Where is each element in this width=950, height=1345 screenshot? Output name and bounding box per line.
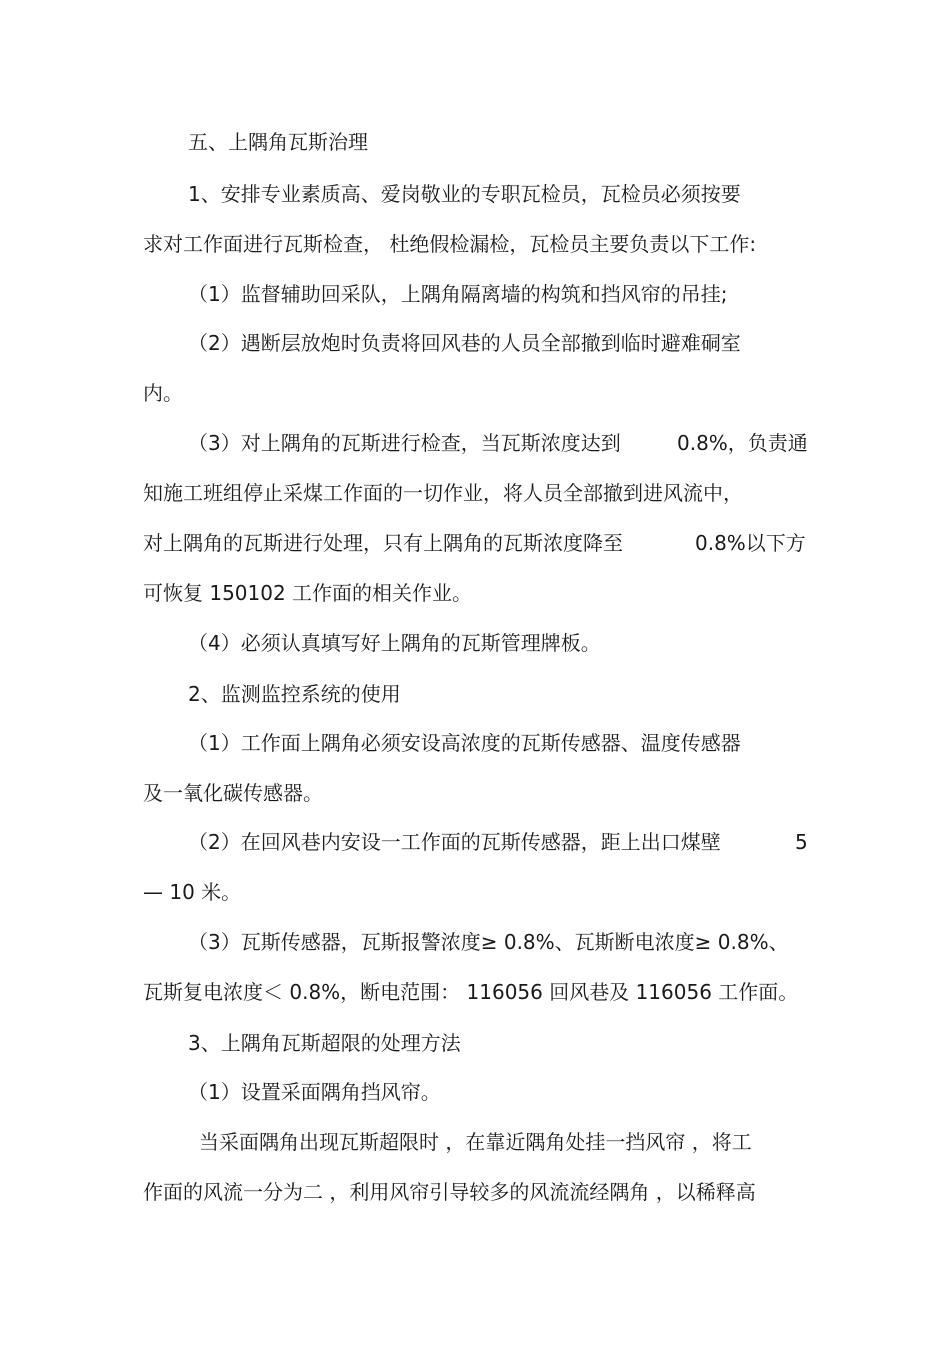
item2-sub2-line1b: 5 bbox=[795, 830, 808, 854]
item1-sub3-line4: 可恢复 150102 工作面的相关作业。 bbox=[143, 581, 473, 605]
item2-sub2-line2: — 10 米。 bbox=[143, 880, 242, 904]
item2-sub1-line1: （1）工作面上隅角必须安设高浓度的瓦斯传感器、温度传感器 bbox=[188, 731, 741, 755]
item1-sub3-line3a: 对上隅角的瓦斯进行处理，只有上隅角的瓦斯浓度降至 bbox=[143, 531, 623, 555]
item2-heading: 2、监测监控系统的使用 bbox=[188, 682, 401, 706]
item1-line1: 1、安排专业素质高、爱岗敬业的专职瓦检员，瓦检员必须按要 bbox=[188, 182, 741, 206]
section-heading: 五、上隅角瓦斯治理 bbox=[188, 130, 368, 154]
item1-sub2-line1: （2）遇断层放炮时负责将回风巷的人员全部撤到临时避难硐室 bbox=[188, 331, 741, 355]
item2-sub1-line2: 及一氧化碳传感器。 bbox=[143, 781, 323, 805]
item1-sub3-line1b: 0.8%，负责通 bbox=[677, 431, 808, 455]
item3-heading: 3、上隅角瓦斯超限的处理方法 bbox=[188, 1031, 461, 1055]
item1-sub3-line1a: （3）对上隅角的瓦斯进行检查，当瓦斯浓度达到 bbox=[188, 431, 621, 455]
item2-sub3-line1: （3）瓦斯传感器，瓦斯报警浓度≥ 0.8%、瓦斯断电浓度≥ 0.8%、 bbox=[188, 930, 789, 954]
item3-body-line1: 当采面隅角出现瓦斯超限时 ，在靠近隅角处挂一挡风帘 ，将工 bbox=[199, 1130, 752, 1154]
item3-body-line2: 作面的风流一分为二 ，利用风帘引导较多的风流流经隅角 ，以稀释高 bbox=[143, 1180, 756, 1204]
item1-sub4: （4）必须认真填写好上隅角的瓦斯管理牌板。 bbox=[188, 631, 601, 655]
item2-sub2-line1a: （2）在回风巷内安设一工作面的瓦斯传感器，距上出口煤壁 bbox=[188, 830, 721, 854]
item1-sub1: （1）监督辅助回采队，上隅角隔离墙的构筑和挡风帘的吊挂; bbox=[188, 282, 728, 306]
item3-sub1: （1）设置采面隅角挡风帘。 bbox=[188, 1080, 441, 1104]
item1-sub3-line3b: 0.8%以下方 bbox=[695, 531, 806, 555]
item1-line2: 求对工作面进行瓦斯检查， 杜绝假检漏检，瓦检员主要负责以下工作: bbox=[143, 232, 757, 256]
item1-sub3-line2: 知施工班组停止采煤工作面的一切作业，将人员全部撤到进风流中， bbox=[143, 481, 743, 505]
item1-sub2-line2: 内。 bbox=[143, 381, 183, 405]
item2-sub3-line2: 瓦斯复电浓度＜ 0.8%，断电范围： 116056 回风巷及 116056 工作面。 bbox=[143, 980, 799, 1004]
